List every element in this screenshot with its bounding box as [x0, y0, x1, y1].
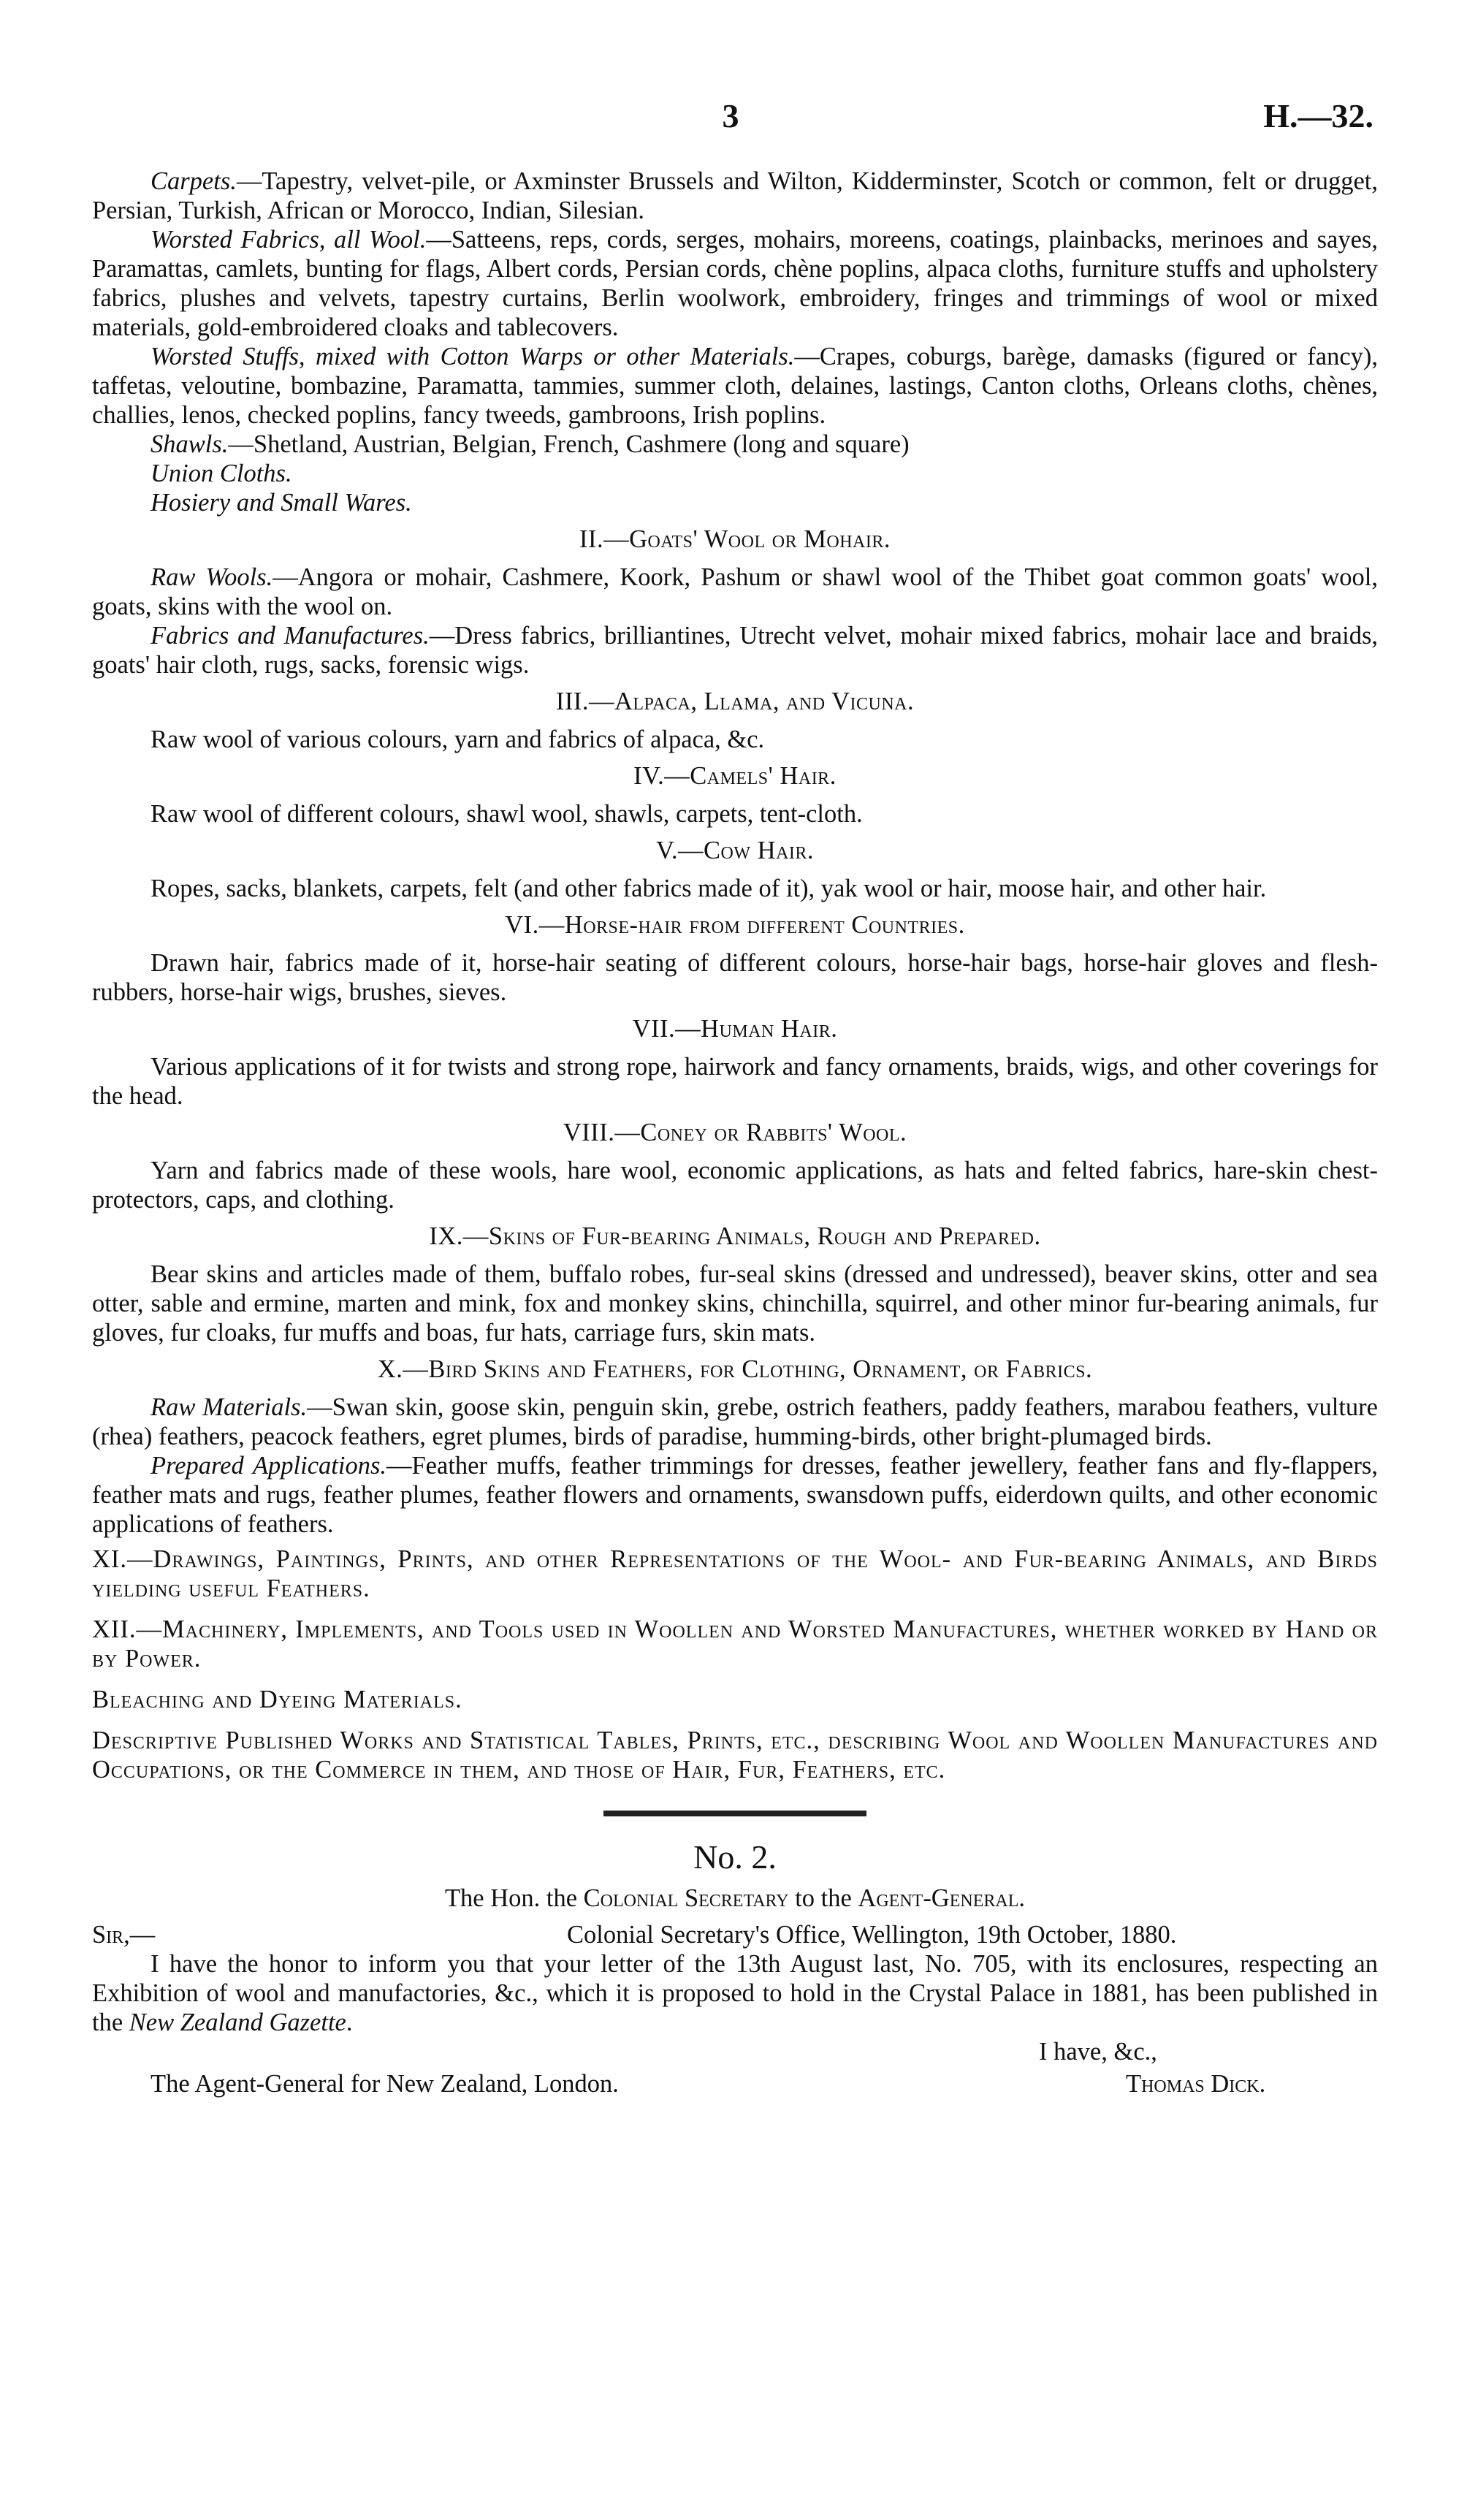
heading-cow-hair: V.—Cow Hair.	[655, 837, 815, 864]
signature-row	[92, 2066, 1378, 2098]
heading-goats-wool: II.—Goats' Wool or Mohair.	[579, 525, 891, 553]
page-number: 3	[722, 97, 739, 134]
text-alpaca: Raw wool of various colours, yarn and fabrics of alpaca, &c.	[150, 726, 765, 753]
section-bleaching: Bleaching and Dyeing Materials.	[92, 1686, 462, 1713]
section-descriptive-works: Descriptive Published Works and Statistical Tables, Prints, etc., describing Wool and Woollen Manufactures and Occupations, or the Commerce in them, and those of Hair, Fur, Feathers, etc.	[92, 1727, 1378, 1784]
letter-body: I have the honor to inform you that your letter of the 13th August last, No. 705, with its enclosures, respecting an Exhibition of wool and manufactories, &c., which it is proposed to hold in the Crystal Palace in 1881, has been published in the New Zealand Gazette.	[92, 1950, 1378, 2036]
item-carpets: Carpets.—Tapestry, velvet-pile, or Axminster Brussels and Wilton, Kidderminster, Scotch or common, felt or drugget, Persian, Turkish, African or Morocco, Indian, Silesian.	[92, 167, 1378, 224]
dateline: Colonial Secretary's Office, Wellington, 19th October, 1880.	[567, 1921, 1177, 1949]
text-horse-hair: Drawn hair, fabrics made of it, horse-hair seating of different colours, horse-hair bags, horse-hair gloves and flesh-rubbers, horse-hair wigs, brushes, sieves.	[92, 949, 1378, 1006]
section-drawings: XI.—Drawings, Paintings, Prints, and other Representations of the Wool- and Fur-bearing Animals, and Birds yielding useful Feathers.	[92, 1545, 1378, 1602]
item-hosiery: Hosiery and Small Wares.	[150, 489, 412, 517]
closing: I have, &c.,	[1039, 2038, 1157, 2066]
document-reference: H.—32.	[1263, 97, 1373, 134]
heading-bird-skins: X.—Bird Skins and Feathers, for Clothing, Ornament, or Fabrics.	[377, 1355, 1093, 1383]
item-raw-wools: Raw Wools.—Angora or mohair, Cashmere, Koork, Pashum or shawl wool of the Thibet goat common goats' wool, goats, skins with the wool on.	[92, 563, 1379, 620]
heading-horse-hair: VI.—Horse-hair from different Countries.	[505, 911, 965, 939]
signature: Thomas Dick.	[1126, 2070, 1266, 2098]
item-worsted-stuffs: Worsted Stuffs, mixed with Cotton Warps or other Materials.—Crapes, coburgs, barège, damasks (figured or fancy), taffetas, veloutine, bombazine, Paramatta, tammies, summer cloth, delaines, lastings, Canton cloths, Orleans cloths, chènes, challies, lenos, checked poplins, fancy tweeds, gambroons, Irish poplins.	[92, 343, 1378, 429]
item-prepared-applications: Prepared Applications.—Feather muffs, feather trimmings for dresses, feather jewellery, feather fans and fly-flappers, feather mats and rugs, feather plumes, feather flowers and ornaments, swansdown puffs, eiderdown quilts, and other economic applications of feathers.	[92, 1452, 1378, 1538]
heading-human-hair: VII.—Human Hair.	[632, 1015, 838, 1043]
letter-number: No. 2.	[693, 1838, 777, 1876]
section-woollen-fabrics	[92, 167, 1378, 517]
item-shawls: Shawls.—Shetland, Austrian, Belgian, French, Cashmere (long and square)	[150, 430, 910, 458]
document-body	[92, 167, 1378, 2098]
heading-camels-hair: IV.—Camels' Hair.	[633, 762, 837, 790]
text-human-hair: Various applications of it for twists and strong rope, hairwork and fancy ornaments, braids, wigs, and other coverings for the head.	[92, 1053, 1378, 1110]
salutation-row	[92, 1920, 1378, 1949]
text-fur-skins: Bear skins and articles made of them, buffalo robes, fur-seal skins (dressed and undressed), beaver skins, otter and sea otter, sable and ermine, marten and mink, fox and monkey skins, chinchilla, squirrel, and other minor fur-bearing animals, fur gloves, fur cloaks, fur muffs and boas, fur hats, carriage furs, skin mats.	[92, 1260, 1378, 1347]
closing-row	[92, 2037, 1378, 2066]
item-union-cloths: Union Cloths.	[150, 460, 292, 487]
item-fabrics-manufactures: Fabrics and Manufactures.—Dress fabrics, brilliantines, Utrecht velvet, mohair mixed fabrics, mohair lace and braids, goats' hair cloth, rugs, sacks, forensic wigs.	[92, 622, 1379, 679]
salutation: Sir,—	[92, 1921, 156, 1949]
page-header	[0, 96, 1467, 140]
text-coney-wool: Yarn and fabrics made of these wools, hare wool, economic applications, as hats and felted fabrics, hare-skin chest-protectors, caps, and clothing.	[92, 1157, 1378, 1214]
section-divider	[603, 1811, 866, 1816]
item-raw-materials: Raw Materials.—Swan skin, goose skin, penguin skin, grebe, ostrich feathers, paddy feathers, marabou feathers, vulture (rhea) feathers, peacock feathers, egret plumes, birds of paradise, humming-birds, other bright-plumaged birds.	[92, 1393, 1378, 1450]
addressee: The Agent-General for New Zealand, London.	[150, 2070, 619, 2098]
heading-alpaca: III.—Alpaca, Llama, and Vicuna.	[555, 688, 915, 715]
heading-coney-wool: VIII.—Coney or Rabbits' Wool.	[563, 1119, 907, 1146]
letter-no-2	[92, 1838, 1378, 2098]
text-cow-hair: Ropes, sacks, blankets, carpets, felt (and other fabrics made of it), yak wool or hair, moose hair, and other hair.	[150, 875, 1267, 902]
item-worsted-fabrics: Worsted Fabrics, all Wool.—Satteens, reps, cords, serges, mohairs, moreens, coatings, plainbacks, merinoes and sayes, Paramattas, camlets, bunting for flags, Albert cords, Persian cords, chène poplins, alpaca cloths, furniture stuffs and upholstery fabrics, plushes and velvets, tapestry curtains, Berlin woolwork, embroidery, fringes and trimmings of wool or mixed materials, gold-embroidered cloaks and tablecovers.	[92, 226, 1378, 341]
letter-title: The Hon. the Colonial Secretary to the Agent-General.	[444, 1884, 1026, 1912]
section-machinery: XII.—Machinery, Implements, and Tools used in Woollen and Worsted Manufactures, whether worked by Hand or by Power.	[92, 1615, 1378, 1672]
heading-fur-skins: IX.—Skins of Fur-bearing Animals, Rough and Prepared.	[429, 1222, 1041, 1250]
text-camels-hair: Raw wool of different colours, shawl wool, shawls, carpets, tent-cloth.	[150, 800, 863, 828]
